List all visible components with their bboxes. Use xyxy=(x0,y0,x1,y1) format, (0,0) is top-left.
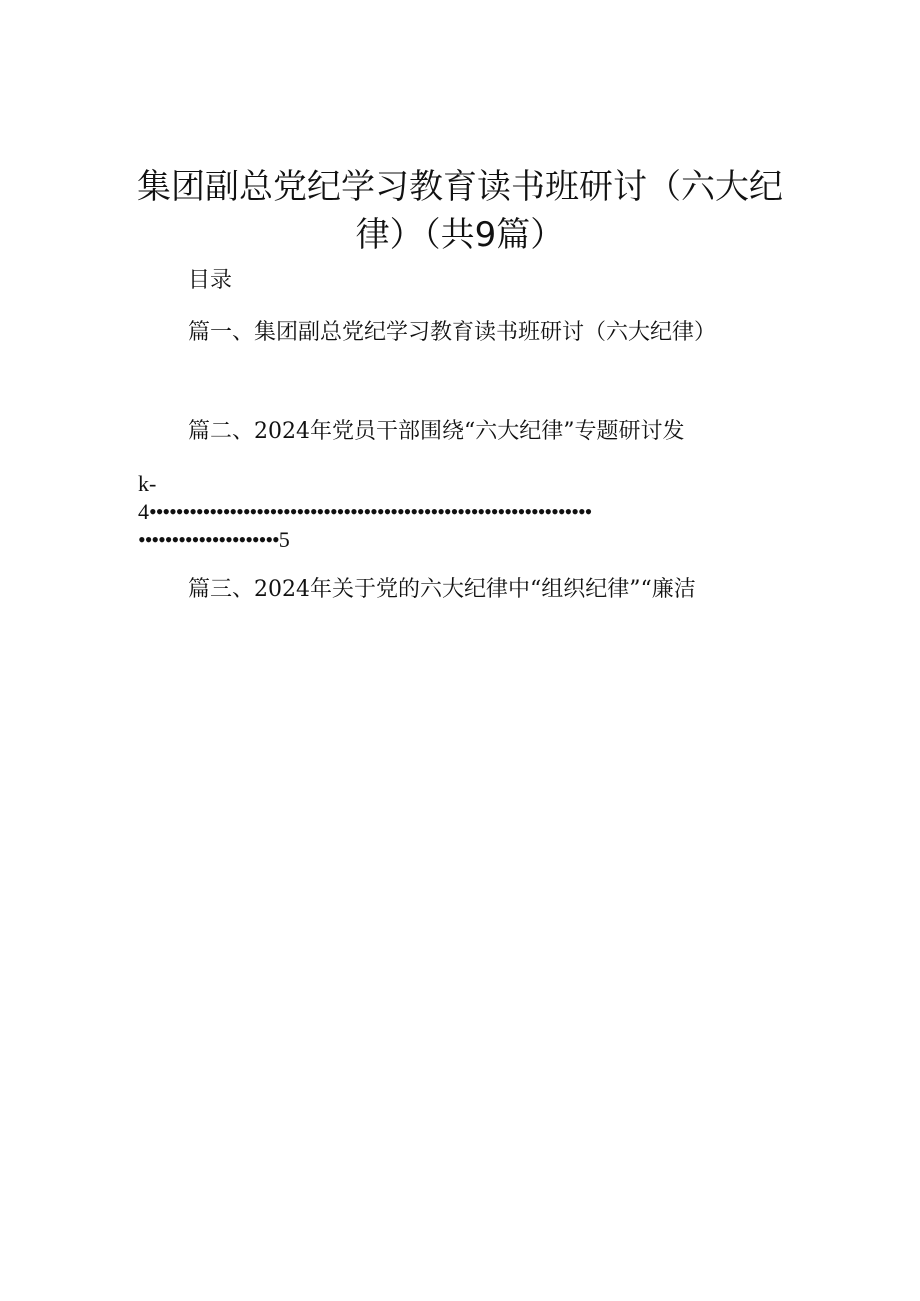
page-number: 5 xyxy=(278,527,290,552)
toc-entry-2-continuation xyxy=(138,470,798,554)
dot-leader: •••••••••••••••••••••••••••••••••••••••••••••••••••••••••••••••••• xyxy=(149,499,592,524)
dot-leader-end: ••••••••••••••••••••• xyxy=(138,527,279,552)
document-title-line-1: 集团副总党纪学习教育读书班研讨（六大纪 xyxy=(137,166,783,207)
document-title xyxy=(130,163,790,259)
continuation-line-1: k- xyxy=(138,471,157,496)
toc-heading: 目录 xyxy=(188,268,233,293)
continuation-prefix: 4 xyxy=(138,499,149,524)
document-title-line-2: 律）（共9篇） xyxy=(355,214,565,255)
continuation-line-2 xyxy=(138,498,798,526)
toc-entry-1[interactable]: 篇一、集团副总党纪学习教育读书班研讨（六大纪律） xyxy=(188,320,717,345)
toc-entry-2[interactable]: 篇二、2024年党员干部围绕“六大纪律”专题研讨发 xyxy=(188,419,685,444)
continuation-line-3 xyxy=(138,526,798,554)
toc-entry-3[interactable]: 篇三、2024年关于党的六大纪律中“组织纪律”“廉洁 xyxy=(188,577,696,602)
